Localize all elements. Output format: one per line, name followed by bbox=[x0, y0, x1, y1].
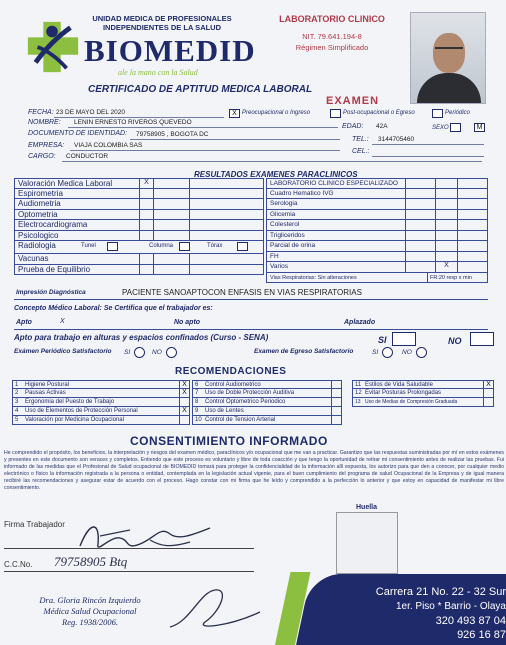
list-item: 5 Valoración por Medicina Ocupacional bbox=[12, 416, 190, 425]
doctor-title: Médica Salud Ocupacional bbox=[43, 606, 137, 616]
table-row: Psicologico bbox=[14, 231, 264, 242]
exam-post-label: Post-ocupacional o Egreso bbox=[343, 110, 415, 116]
doc-label: DOCUMENTO DE IDENTIDAD: bbox=[28, 130, 128, 137]
table-row: Optometria bbox=[14, 210, 264, 221]
lab-regimen: Régimen Simplificado bbox=[295, 43, 369, 52]
tunel-checkbox[interactable] bbox=[107, 242, 118, 251]
heights-no-label: NO bbox=[448, 336, 462, 346]
table-row: Trigliceridos bbox=[266, 231, 488, 242]
columna-checkbox[interactable] bbox=[179, 242, 190, 251]
table-row: Electrocardiograma bbox=[14, 220, 264, 231]
edad-value: 42A bbox=[376, 123, 388, 130]
nombre-label: NOMBRE: bbox=[28, 119, 61, 126]
results-right-table bbox=[266, 178, 488, 283]
footer-address-2: 1er. Piso * Barrio - Olaya bbox=[395, 601, 506, 612]
heights-si-box[interactable] bbox=[392, 332, 416, 346]
table-row: Vias Respiratorias: Sin alteraciones FR:20 resp x min bbox=[266, 273, 488, 284]
list-item: 9 Uso de Lentes bbox=[192, 407, 342, 416]
doctor-block bbox=[20, 595, 160, 628]
exam-post-checkbox[interactable] bbox=[330, 109, 341, 118]
consent-title: CONSENTIMIENTO INFORMADO bbox=[130, 434, 328, 448]
results-left-table bbox=[14, 178, 264, 275]
empresa-label: EMPRESA: bbox=[28, 142, 65, 149]
list-item: 12 Evitar Posturas Prolongadas bbox=[352, 389, 494, 398]
table-row: Valoración Medica Laboral X bbox=[14, 178, 264, 189]
cc-line bbox=[4, 571, 254, 572]
fecha-label: FECHA: bbox=[28, 109, 54, 116]
edad-label: EDAD: bbox=[342, 123, 364, 130]
table-row: LABORATORIO CLINICO ESPECIALIZADO bbox=[266, 178, 488, 189]
list-item: 6 Control Audiometrico bbox=[192, 380, 342, 389]
patient-photo bbox=[410, 12, 486, 104]
concept-title: Concepto Médico Laboral: Se Certifica que el trabajador es: bbox=[14, 305, 213, 312]
recommendations-col-3 bbox=[352, 380, 494, 407]
recommendations-col-2 bbox=[192, 380, 342, 425]
fingerprint-box bbox=[336, 512, 398, 574]
tel-value: 3144705460 bbox=[378, 136, 415, 143]
table-row: Varios X bbox=[266, 262, 488, 273]
lab-title: LABORATORIO CLINICO bbox=[279, 14, 385, 24]
table-row: Audiometria bbox=[14, 199, 264, 210]
worker-signature-label: Firma Trabajador bbox=[4, 520, 65, 529]
diagnosis-row: Impresión Diagnóstica PACIENTE SANOAPTOCON ENFASIS EN VIAS RESPIRATORIAS bbox=[14, 288, 488, 300]
doctor-signature bbox=[160, 582, 270, 637]
certificate-title: CERTIFICADO DE APTITUD MEDICA LABORAL bbox=[88, 84, 313, 95]
footer-address-1: Carrera 21 No. 22 - 32 Sur bbox=[375, 586, 506, 598]
list-item: 2 Pausas Activas X bbox=[12, 389, 190, 398]
footer-phone-1: 320 493 87 04 bbox=[435, 615, 506, 627]
cc-value: 79758905 Btq bbox=[54, 554, 128, 569]
recommendations-col-1 bbox=[12, 380, 190, 425]
periodic-label: Exámen Periódico Satisfactorio bbox=[14, 348, 112, 355]
medical-certificate: UNIDAD MEDICA DE PROFESIONALES INDEPENDIENTES DE LA SALUD BIOMEDID ale la mano con la Salud LABORATORIO CLINICO NIT. 79.641.194-8 Régimen Simplificado CERTIFICADO DE APTITUD MEDICA LABORAL EXAMEN X Preocupacional o Ingreso Post-ocupacional o Egreso Periódico FECHA: 23 DE MAYO DEL 2020 NOMBRE: LENIN ERNESTO RIVEROS QUEVEDO EDAD: 42A SEXO M DOCUMENTO DE IDENTIDAD: 79758905 , BOGOTA DC TEL.: 3144705460 EMPRESA: VIAJA COLOMBIA SAS CEL.: CARGO: CONDUCTOR RESULTADOS EXAMENES PARACLINICOS Valoración Medica Laboral X Espirometria Audiometria Optometria Electrocardiograma Psicologico Radiologia Tunel Columna Tórax Vacunas Prueba de Equilibrio LABORATORIO CLINICO ESPECIALIZADO Cuadro Hematico IVG Serologia Glicemia Colesterol Trigliceridos Parcial de orina FH Varios X Vias Respiratorias: Sin alteraciones FR:20 resp x min Impresión Diagnóstica PACIENTE SANOAPTOCON ENFASIS EN VIAS RESPIRATORIAS Concepto Médico Laboral: Se Certifica que el trabajador es: Apto X No apto Aplazado Apto para trabajo en alturas y espacios confinados (Curso - SENA) SI NO Exámen Periódico Satisfactorio SI NO Examen de Egreso Satisfactorio SI NO RECOMENDACIONES 1 Higiene Postural X 2 Pausas Activas X 3 Ergonomia del Puesto de Trabajo 4 Uso de Elementos de Protección Personal X 5 Valoración por Medicina Ocupacional 6 Control Audiometrico 7 Uso de Doble Protección Auditiva 8 Control Optometrico Periodico 9 Uso de Lentes 10 Control de Tension Arterial 11 Estilos de Vida Saludable X 12 Evitar Posturas Prolongadas 13 Uso de Medias de Compresión Graduada CONSENTIMIENTO INFORMADO He comprendido el propósito, los beneficios, la interpretación y riesgos del examen médico, paraclínicos y/o ocupacional que me van a practicar. Garantizo que las respuestas suministradas por mí en estos exámenes y presentes en este documento son veraces y completos. Entiendo que este proceso es voluntario y libre de toda coacción y que tengo la oportunidad de retirar mi consentimiento antes de realizar las pruebas. Fui informado de las medidas que el Profesional de Salud ocupacional de BIOMEDID tomará para proteger la confidencialidad de la información allí expuesta, los autorizo para que den a conocer, por cualquier medio electrónico o físico la información registrada a la persona o entidad, contemplada en la legislación actual vigente, para el buen cumplimiento del programa de salud Ocupacional de la Empresa y de igual manera recibiré las recomendaciones y asegurar estar de acuerdo con el proceso. Hago constar con mi firma que he leído y comprendido a la perfección lo anterior y que estoy en capacidad de manifestar mi libre consentimiento. Firma Trabajador Huella C.C.No. 79758905 Btq Dra. Gloria Rincón Izquierdo Médica Salud Ocupacional Reg. 1938/2006. Carrera 21 No. 22 - 32 Sur 1er. Piso * Barrio - Olaya 320 493 87 04 926 16 87 bbox=[0, 0, 506, 645]
results-heading: RESULTADOS EXAMENES PARACLINICOS bbox=[194, 170, 358, 179]
brand-slogan: ale la mano con la Salud bbox=[118, 68, 198, 77]
list-item: 13 Uso de Medias de Compresión Graduada bbox=[352, 398, 494, 407]
fingerprint-label: Huella bbox=[356, 504, 378, 511]
biomedid-logo-icon bbox=[24, 18, 82, 76]
brand-name: BIOMEDID bbox=[84, 33, 256, 68]
sexo-m-box[interactable]: M bbox=[474, 123, 485, 132]
brand-subtitle: UNIDAD MEDICA DE PROFESIONALES INDEPENDIENTES DE LA SALUD bbox=[92, 14, 232, 32]
recommendations-title: RECOMENDACIONES bbox=[175, 366, 287, 377]
table-row: FH bbox=[266, 252, 488, 263]
lab-nit: NIT. 79.641.194-8 bbox=[302, 32, 362, 41]
apto-mark: X bbox=[60, 318, 65, 325]
heights-label: Apto para trabajo en alturas y espacios confinados (Curso - SENA) bbox=[14, 333, 269, 342]
list-item: 11 Estilos de Vida Saludable X bbox=[352, 380, 494, 389]
list-item: 8 Control Optometrico Periodico bbox=[192, 398, 342, 407]
empresa-value: VIAJA COLOMBIA SAS bbox=[74, 142, 143, 149]
table-row: Colesterol bbox=[266, 220, 488, 231]
list-item: 1 Higiene Postural X bbox=[12, 380, 190, 389]
exam-periodic-label: Periódico bbox=[445, 110, 471, 116]
sexo-label: SEXO bbox=[432, 125, 449, 131]
table-row: Serologia bbox=[266, 199, 488, 210]
tel-label: TEL.: bbox=[352, 136, 369, 143]
worker-signature bbox=[70, 516, 220, 556]
doctor-name: Dra. Gloria Rincón Izquierdo bbox=[39, 595, 141, 605]
signature-line bbox=[4, 548, 254, 549]
table-row: Prueba de Equilibrio bbox=[14, 265, 264, 276]
periodic-si-radio[interactable] bbox=[134, 347, 145, 358]
periodic-no-radio[interactable] bbox=[166, 347, 177, 358]
list-item: 4 Uso de Elementos de Protección Personal X bbox=[12, 407, 190, 416]
exam-title: EXAMEN bbox=[326, 95, 380, 107]
egress-no-radio[interactable] bbox=[416, 347, 427, 358]
nombre-value: LENIN ERNESTO RIVEROS QUEVEDO bbox=[74, 119, 192, 126]
heights-no-box[interactable] bbox=[470, 332, 494, 346]
list-item: 10 Control de Tension Arterial bbox=[192, 416, 342, 425]
aptitude-row: Apto X No apto Aplazado bbox=[14, 318, 488, 330]
footer-phone-2: 926 16 87 bbox=[457, 629, 506, 641]
table-row: Glicemia bbox=[266, 210, 488, 221]
table-row: Cuadro Hematico IVG bbox=[266, 189, 488, 200]
torax-checkbox[interactable] bbox=[237, 242, 248, 251]
cel-label: CEL.: bbox=[352, 148, 370, 155]
list-item: 7 Uso de Doble Protección Auditiva bbox=[192, 389, 342, 398]
exam-pre-label: Preocupacional o Ingreso bbox=[242, 110, 311, 116]
cc-label: C.C.No. bbox=[4, 560, 33, 569]
table-row: Radiologia Tunel Columna Tórax bbox=[14, 241, 264, 254]
table-row: Espirometria bbox=[14, 189, 264, 200]
egress-label: Examen de Egreso Satisfactorio bbox=[254, 348, 354, 355]
heights-si-label: SI bbox=[378, 335, 387, 345]
cargo-label: CARGO: bbox=[28, 153, 56, 160]
sexo-f-box[interactable] bbox=[450, 123, 461, 132]
consent-text: He comprendido el propósito, los beneficios, la interpretación y riesgos del examen médico, paraclínicos y/o ocupacional que me van a practicar. Garantizo que las respuestas suministradas por mí en estos exámenes y presentes en este documento son veraces y completos. Entiendo que este proceso es voluntario y libre de toda coacción y que tengo la oportunidad de retirar mi consentimiento antes de realizar las pruebas. Fui informado de las medidas que el Profesional de Salud ocupacional de BIOMEDID tomará para proteger la confidencialidad de la información allí expuesta, los autorizo para que den a conocer, por cualquier medio electrónico o físico la información registrada a la persona o entidad, contemplada en la legislación actual vigente, para el buen cumplimiento del programa de salud Ocupacional de la Empresa y de igual manera recibiré las recomendaciones y asegurar estar de acuerdo con el proceso. Hago constar con mi firma que he leído y comprendido a la perfección lo anterior y que estoy en capacidad de manifestar mi libre consentimiento. bbox=[4, 450, 504, 491]
doctor-registry: Reg. 1938/2006. bbox=[62, 617, 118, 627]
table-row: Vacunas bbox=[14, 254, 264, 265]
fecha-value: 23 DE MAYO DEL 2020 bbox=[56, 109, 126, 116]
exam-pre-checkbox[interactable]: X bbox=[229, 109, 240, 118]
list-item: 3 Ergonomia del Puesto de Trabajo bbox=[12, 398, 190, 407]
egress-si-radio[interactable] bbox=[382, 347, 393, 358]
exam-periodic-checkbox[interactable] bbox=[432, 109, 443, 118]
diagnosis-value: PACIENTE SANOAPTOCON ENFASIS EN VIAS RESPIRATORIAS bbox=[122, 288, 362, 297]
doc-value: 79758905 , BOGOTA DC bbox=[136, 131, 209, 138]
table-row: Parcial de orina bbox=[266, 241, 488, 252]
cargo-value: CONDUCTOR bbox=[66, 153, 109, 160]
